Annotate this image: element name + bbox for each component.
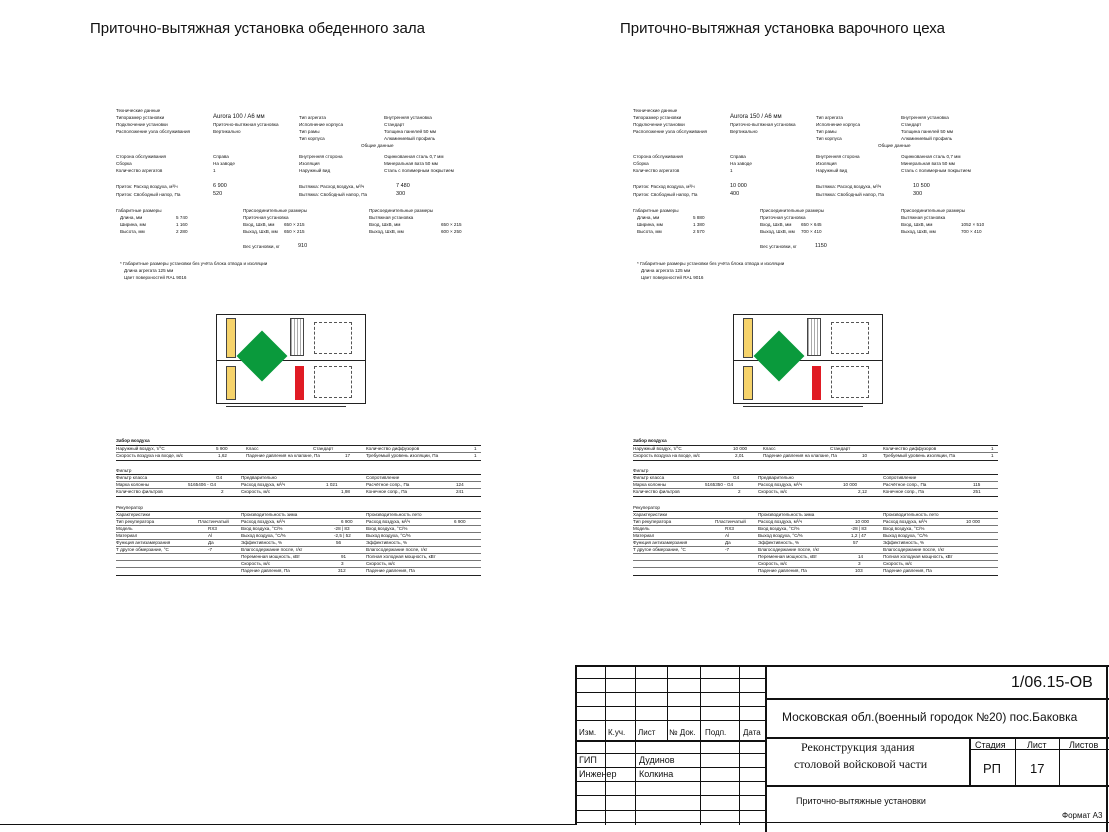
model-word: Модель <box>116 526 133 531</box>
unit-weight: 910 <box>298 243 308 249</box>
valve-pressure: 10 <box>862 453 868 458</box>
weight-label: Вес установки, кг <box>243 244 280 249</box>
hdr-list: Лист <box>638 728 656 737</box>
filter-model: 5165406 - G4 <box>188 482 217 487</box>
filter-model: 5165350 - G4 <box>705 482 734 487</box>
role-engineer: Инженер <box>579 769 617 779</box>
unit-weight: 1150 <box>815 243 827 249</box>
air-intake-heading: Забор воздуха <box>116 438 150 443</box>
name-gip: Дудинов <box>639 755 675 765</box>
exhaust-pressure: 300 <box>396 191 406 197</box>
heater-model: RX3 <box>208 526 217 531</box>
sheet-value: 17 <box>1030 761 1045 776</box>
title-block <box>575 665 1109 832</box>
model-word: Модель <box>633 526 650 531</box>
dims-heading: Габаритные размеры <box>116 208 162 213</box>
heater-model: RX3 <box>725 526 734 531</box>
supply-dims: 650 × 215 <box>284 222 305 227</box>
supply-pressure: 400 <box>730 191 740 197</box>
note-2: Длина агрегата 125 мм <box>124 268 174 273</box>
tech-heading: Технические данные <box>116 108 161 113</box>
sheet-label: Лист <box>1027 740 1047 750</box>
valve-pressure: 17 <box>345 453 351 458</box>
exhaust-airflow: 10 500 <box>913 183 930 189</box>
filter-heading: Фильтр <box>116 468 132 473</box>
selection-table: Забор воздуха Наружный воздух, т/°C 5 900 Класс Стандарт Количество диффузоров 1 Скорость воздуха на входе, м/с 1,62 Падение давления на клапане, Па 17 Требуемый уровень изоляции, Па 1 Фильтр Фильтр класса G4 Предварительно Сопротивление Марка колонны 5165406 - G4 Расход воздуха, м³/ч 1 021 Расчётное сопр., Па 124 Количество фильтров 2 Скорость, м/с 1,98 Конечное сопр., Па 241 Рекуператор Характеристики Производительность зима Производительность лето Тип рекуператора Пластинчатый Расход воздуха, м³/ч 6 900 Расход воздуха, м³/ч 6 900 Модель RX3 Вход воздуха, °C/% -28 | 83 Вход воздуха, °C/% Материал Al Выход воздуха, °C/% -2,5 | 52 Выход воздуха, °C/% Функция антизамерзания Да Эффективность, % 56 Эффективность, % Т другое обмерзание, °C -7 Влагосодержание после, г/кг Влагосодержание после, г/кг Переменная мощность, кВт 91 Полная холодная мощность, кВт Скорость, м/с 3 Скорость, м/с Падение давления, Па 312 Падение давления, Па <box>116 438 481 588</box>
unit-model: Aurora 100 / A6 мм <box>213 114 265 120</box>
project-location: Московская обл.(военный городок №20) пос.Баковка <box>782 710 1078 724</box>
sheets-label: Листов <box>1069 740 1099 750</box>
filter-class-label: Фильтр класса <box>633 475 665 480</box>
name-engineer: Колкина <box>639 769 674 779</box>
exhaust-label: Вытяжная установка <box>369 215 414 220</box>
filter-airflow: 1 021 <box>326 482 338 487</box>
hdr-doc: № Док. <box>669 728 696 737</box>
hdr-kuch: К.уч. <box>608 728 626 737</box>
right-sheet-title: Приточно-вытяжная установка варочного цеха <box>620 20 945 37</box>
hdr-izm: Изм. <box>579 728 597 737</box>
heater-coil <box>812 366 821 400</box>
supply-airflow: 6 900 <box>213 183 227 189</box>
spec-sheet-right: Технические данные Типоразмер установки Aurora 150 / A6 мм Тип агрегата Внутренняя установка Подключение установки Приточно-вытяжная установка Исполнение корпуса Стандарт Расположение узла обслуживания Вертикально Тип рамы Толщина панелей 50 мм Тип корпуса Алюминиевый профиль Общие данные Сторона обслуживания Справа Внутренняя сторона Оцинкованная сталь 0,7 мм Сборка На заводе Изоляция Минеральная вата 50 мм Количество агрегатов 1 Наружный вид Сталь с полимерным покрытием Приток: Расход воздуха, м³/ч 10 000 Вытяжка: Расход воздуха, м³/ч 10 500 Приток: Свободный напор, Па 400 Вытяжка: Свободный напор, Па 300 Габаритные размеры Присоединительные размеры Присоединительные размеры Длина, мм 5 880 Приточная установка Вытяжная установка Ширина, мм 1 380 Вход, ШxВ, мм 650 × 645 Вход, ШxВ, мм 1052 × 510 Высота, мм 2 570 Выход, ШxВ, мм 700 × 410 Выход, ШxВ, мм 700 × 410 Вес установки, кг 1150 * Габаритные размеры установки без учёта блока отвода и изоляции Длина агрегата 125 мм Цвет поверхностей RAL 9016 Забор воздуха Наружный воздух, т/°C 10 000 Класс Стандарт Количество диффузоров 1 Скорость воздуха на входе, м/с 2,01 Падение давления на клапане, Па 10 Требуемый уровень изоляции, Па 1 Фильтр Фильтр класса G4 Предварительно Сопротивление Марка колонны 5165350 - G4 Расход воздуха, м³/ч 10 000 Расчётное сопр., Па 115 Количество фильтров 2 Скорость, м/с 2,12 Конечное сопр., Па 251 Рекуператор Характеристики Производительность зима Производительность лето Тип рекуператора Пластинчатый Расход воздуха, м³/ч 10 000 Расход воздуха, м³/ч 10 000 Модель RX3 Вход воздуха, °C/% -28 | 83 Вход воздуха, °C/% Материал Al Выход воздуха, °C/% 1,2 | 47 Выход воздуха, °C/% Функция антизамерзания Да Эффективность, % 57 Эффективность, % Т другое обмерзание, °C -7 Влагосодержание после, г/кг Влагосодержание после, г/кг Переменная мощность, кВт 14 Полная холодная мощность, кВт Скорость, м/с 3 Скорость, м/с Падение давления, Па 103 Падение давления, Па <box>633 108 998 588</box>
left-sheet-title: Приточно-вытяжная установка обеденного зала <box>90 20 425 37</box>
filter-class-label: Фильтр класса <box>116 475 148 480</box>
supply-label: Приточная установка <box>243 215 289 220</box>
dims-heading: Габаритные размеры <box>633 208 679 213</box>
supply-pressure: 520 <box>213 191 223 197</box>
stage-label: Стадия <box>975 740 1006 750</box>
note-3: Цвет поверхностей RAL 9016 <box>641 275 704 280</box>
exhaust-pressure: 300 <box>913 191 923 197</box>
unit-drawing <box>216 314 366 410</box>
note-3: Цвет поверхностей RAL 9016 <box>124 275 187 280</box>
unit-drawing <box>733 314 883 410</box>
filter-class: G4 <box>733 475 740 480</box>
note-2: Длина агрегата 125 мм <box>641 268 691 273</box>
drawing-title: Приточно-вытяжные установки <box>796 796 926 806</box>
note-1: * Габаритные размеры установки без учёта блока отвода и изоляции <box>637 261 785 266</box>
unit-model: Aurora 150 / A6 мм <box>730 114 782 120</box>
spec-sheet-left: Технические данные Типоразмер установки Aurora 100 / A6 мм Тип агрегата Внутренняя установка Подключение установки Приточно-вытяжная установка Исполнение корпуса Стандарт Расположение узла обслуживания Вертикально Тип рамы Толщина панелей 50 мм Тип корпуса Алюминиевый профиль Общие данные Сторона обслуживания Справа Внутренняя сторона Оцинкованная сталь 0,7 мм Сборка На заводе Изоляция Минеральная вата 50 мм Количество агрегатов 1 Наружный вид Сталь с полимерным покрытием Приток: Расход воздуха, м³/ч 6 900 Вытяжка: Расход воздуха, м³/ч 7 480 Приток: Свободный напор, Па 520 Вытяжка: Свободный напор, Па 300 Габаритные размеры Присоединительные размеры Присоединительные размеры Длина, мм 5 740 Приточная установка Вытяжная установка Ширина, мм 1 160 Вход, ШxВ, мм 650 × 215 Вход, ШxВ, мм 650 × 215 Высота, мм 2 280 Выход, ШxВ, мм 650 × 215 Выход, ШxВ, мм 600 × 250 Вес установки, кг 910 * Габаритные размеры установки без учёта блока отвода и изоляции Длина агрегата 125 мм Цвет поверхностей RAL 9016 Забор воздуха Наружный воздух, т/°C 5 900 Класс Стандарт Количество диффузоров 1 Скорость воздуха на входе, м/с 1,62 Падение давления на клапане, Па 17 Требуемый уровень изоляции, Па 1 Фильтр Фильтр класса G4 Предварительно Сопротивление Марка колонны 5165406 - G4 Расход воздуха, м³/ч 1 021 Расчётное сопр., Па 124 Количество фильтров 2 Скорость, м/с 1,98 Конечное сопр., Па 241 Рекуператор Характеристики Производительность зима Производительность лето Тип рекуператора Пластинчатый Расход воздуха, м³/ч 6 900 Расход воздуха, м³/ч 6 900 Модель RX3 Вход воздуха, °C/% -28 | 83 Вход воздуха, °C/% Материал Al Выход воздуха, °C/% -2,5 | 52 Выход воздуха, °C/% Функция антизамерзания Да Эффективность, % 56 Эффективность, % Т другое обмерзание, °C -7 Влагосодержание после, г/кг Влагосодержание после, г/кг Переменная мощность, кВт 91 Полная холодная мощность, кВт Скорость, м/с 3 Скорость, м/с Падение давления, Па 312 Падение давления, Па <box>116 108 481 588</box>
drawing-code: 1/06.15-ОВ <box>1011 674 1093 691</box>
exhaust-dims: 700 × 410 <box>961 229 982 234</box>
filter-value: 124 <box>456 482 464 487</box>
stage-value: РП <box>983 761 1002 776</box>
air-intake-heading: Забор воздуха <box>633 438 667 443</box>
note-1: * Габаритные размеры установки без учёта блока отвода и изоляции <box>120 261 268 266</box>
filter-airflow: 10 000 <box>843 482 858 487</box>
recuperator-heading: Рекуператор <box>633 505 660 510</box>
project-line-1: Реконструкция здания <box>801 740 915 754</box>
role-gip: ГИП <box>579 755 597 765</box>
weight-label: Вес установки, кг <box>760 244 797 249</box>
filter-class: G4 <box>216 475 223 480</box>
exhaust-dims: 600 × 250 <box>441 229 462 234</box>
filter-heading: Фильтр <box>633 468 649 473</box>
heater-coil <box>295 366 304 400</box>
filter-value: 115 <box>973 482 981 487</box>
tech-heading: Технические данные <box>633 108 678 113</box>
hdr-sign: Подп. <box>705 728 727 737</box>
supply-dims: 650 × 645 <box>801 222 822 227</box>
supply-label: Приточная установка <box>760 215 806 220</box>
supply-airflow: 10 000 <box>730 183 747 189</box>
selection-table: Забор воздуха Наружный воздух, т/°C 10 000 Класс Стандарт Количество диффузоров 1 Скорость воздуха на входе, м/с 2,01 Падение давления на клапане, Па 10 Требуемый уровень изоляции, Па 1 Фильтр Фильтр класса G4 Предварительно Сопротивление Марка колонны 5165350 - G4 Расход воздуха, м³/ч 10 000 Расчётное сопр., Па 115 Количество фильтров 2 Скорость, м/с 2,12 Конечное сопр., Па 251 Рекуператор Характеристики Производительность зима Производительность лето Тип рекуператора Пластинчатый Расход воздуха, м³/ч 10 000 Расход воздуха, м³/ч 10 000 Модель RX3 Вход воздуха, °C/% -28 | 83 Вход воздуха, °C/% Материал Al Выход воздуха, °C/% 1,2 | 47 Выход воздуха, °C/% Функция антизамерзания Да Эффективность, % 57 Эффективность, % Т другое обмерзание, °C -7 Влагосодержание после, г/кг Влагосодержание после, г/кг Переменная мощность, кВт 14 Полная холодная мощность, кВт Скорость, м/с 3 Скорость, м/с Падение давления, Па 103 Падение давления, Па <box>633 438 998 588</box>
project-line-2: столовой войсковой части <box>794 757 928 771</box>
exhaust-airflow: 7 480 <box>396 183 410 189</box>
hdr-date: Дата <box>743 728 761 737</box>
recuperator-heading: Рекуператор <box>116 505 143 510</box>
exhaust-label: Вытяжная установка <box>901 215 946 220</box>
paper-format: Формат А3 <box>1062 811 1103 820</box>
